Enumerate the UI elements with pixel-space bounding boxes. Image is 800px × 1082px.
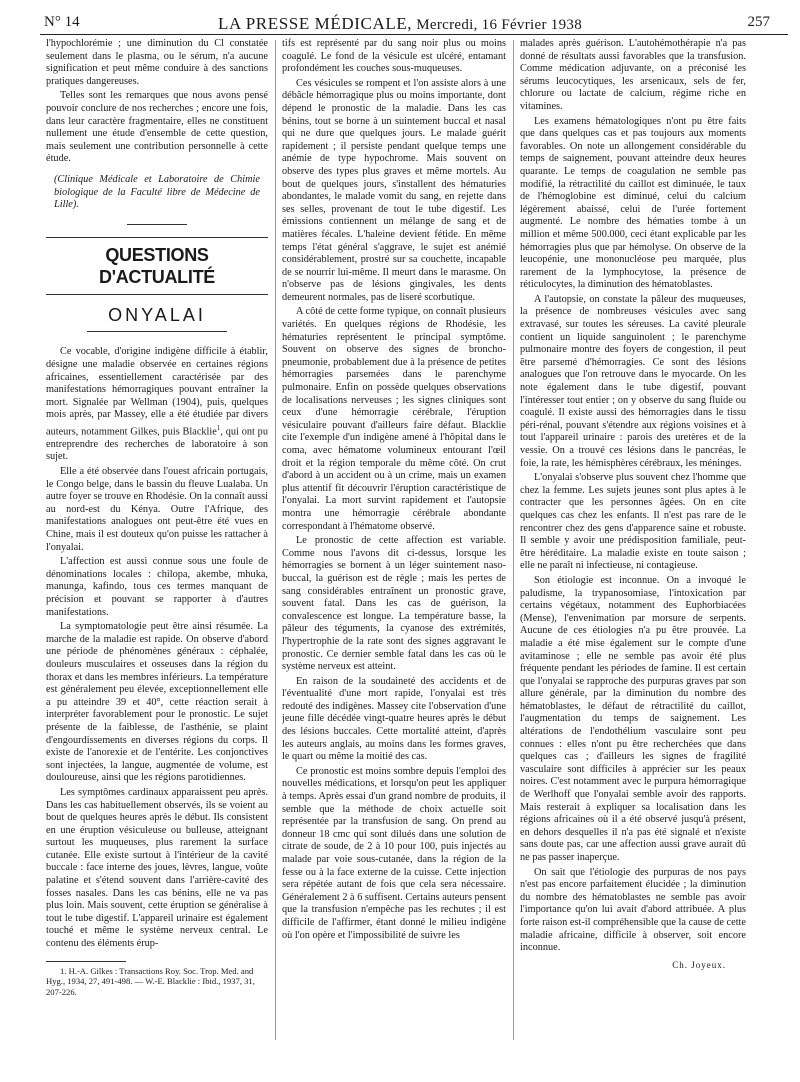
paragraph: La symptomatologie peut être ainsi résumée. La marche de la maladie est rapide. On observe d'abord une période de phénomènes généraux : céphalée, douleurs musculaires et osseuses dans la région du thorax et dans les membres inférieurs. La température est généralement peu élevée, exceptionnellement elle a pu atteindre 39 et 40°, cette réaction serait à interpréter favorablement pour le pronostic. Le sujet présente de la faiblesse, de l'asthénie, se plaint d'engourdissements en diverses régions du corps. Il existe de l'anorexie et de l'entérite. Les conjonctives sont injectées, la langue, augmentée de volume, est douloureuse, ainsi que les régions parotidiennes. (46, 621, 268, 784)
column-2 (282, 38, 506, 1073)
paragraph: A côté de cette forme typique, on connaît plusieurs variétés. En quelques régions de Rhodésie, les hématuries représentent le principal symptôme. Souvent on observe des signes de broncho-pneumonie, probablement due à la présence de petites hémorragies parsemées dans le parenchyme pulmonaire. Enfin on possède quelques observations de localisations nerveuses ; les signes cliniques sont ceux d'une hémorragie cérébrale, l'éruption vésiculaire pouvant d'ailleurs faire défaut. Blacklie cite l'exemple d'un indigène amené à l'hôpital dans le coma, avec hématome volumineux entourant l'œil droit et la région temporale du même côté. On crut d'abord à un accident ou à un crime, mais un examen plus attentif fit découvrir l'éruption caractéristique de l'onyalai. La mort survint rapidement et l'autopsie montra une hémorragie cérébrale abondante correspondant à l'hématome observé. (282, 306, 506, 532)
column-divider (513, 40, 514, 1040)
page-number: 257 (747, 14, 770, 30)
paragraph: Le pronostic de cette affection est variable. Comme nous l'avons dit ci-dessus, lorsque les hémorragies se bornent à un léger suintement naso-buccal, la guérison est de règle ; mais les pertes de sang considérables entraînent un pronostic grave, souvent fatal. Dans les cas de guérison, la convalescence est longue. La température basse, la pâleur des téguments, la cyanose des extrémités, l'hypertrophie de la rate sont des signes aggravant le pronostic. Ce dernier semble fatal dans les cas où le système nerveux est atteint. (282, 535, 506, 673)
paragraph: Elle a été observée dans l'ouest africain portugais, le Congo belge, dans le bassin du fleuve Lualaba. Un autre foyer se trouve en Rhodésie. On la connaît aussi au nord-est du Kénya. Outre l'Afrique, des manifestations analogues ont peut-être été vues en Chine, mais il est douteux qu'on puisse les rattacher à l'onyalai. (46, 466, 268, 553)
issue-date: Mercredi, 16 Février 1938 (416, 17, 583, 33)
paragraph: L'onyalai s'observe plus souvent chez l'homme que chez la femme. Les sujets jeunes sont plus aptes à le contracter que les personnes âgées. On en cite quelques cas chez les enfants. Il n'est pas rare de le rencontrer chez des gens d'apparence saine et robuste. Il semble y avoir une prédisposition familiale, peut-être héréditaire. La maladie existe en toute saison ; elle ne paraît ni infectieuse, ni contagieuse. (520, 472, 746, 572)
separator (127, 224, 187, 225)
paragraph: l'hypochlorémie ; une diminution du Cl constatée seulement dans le plasma, ou le sérum, n'a aucune signification et peut même conduire à des sanctions pratiques dangereuses. (46, 38, 268, 87)
paragraph: Ce pronostic est moins sombre depuis l'emploi des nouvelles médications, et lorsqu'on peut les appliquer à temps. Après essai d'un grand nombre de produits, il semble que la méthode de choix actuelle soit représentée par la transfusion de sang. On prend au donneur 18 cmc qui sont dilués dans une solution de citrate de soude, de 2 à 10 pour 100, puis injectés au malade par voie sous-cutanée, dans la région de la fesse ou à la face externe de la cuisse. Cette injection sera répétée autant de fois que cela sera nécessaire. Généralement 2 à 6 suffisent. Certains auteurs pensent que la transfusion n'empêche pas les rechutes ; il est difficile de l'affirmer, étant donné le milieu indigène où l'on opère et l'impossibilité de suivre les (282, 765, 506, 941)
footnote-ref: 1 (216, 423, 221, 432)
paragraph (46, 346, 268, 464)
journal-masthead (20, 14, 780, 34)
paragraph: Les symptômes cardinaux apparaissent peu après. Dans les cas habituellement observés, ils se voient au bout de quelques heures après le début. Ils consistent en une éruption vésiculeuse ou bulleuse, atteignant surtout les muqueuses, plus rarement la surface cutanée. Elle existe surtout à l'intérieur de la cavité buccale : face interne des joues, lèvres, langue, voûte palatine et s'étend souvent dans l'arrière-cavité des fosses nasales. Dans les cas bénins, elle ne va pas plus loin. Mais souvent, cette éruption se généralise à tout le tube digestif. L'appareil urinaire est également touché et même le système nerveux central. Le contenu des éléments érup- (46, 786, 268, 950)
author-signature: Ch. Joyeux. (672, 959, 726, 970)
issue-number: N° 14 (44, 14, 80, 30)
page-header (20, 14, 780, 40)
paragraph: Telles sont les remarques que nous avons pensé pouvoir conclure de nos recherches ; encore une fois, dans leur caractère fragmentaire, elles ne constituent nullement une étude d'ensemble de cette question, mais seulement une contribution personnelle à cette étude. (46, 90, 268, 165)
footnote-rule (46, 961, 126, 962)
paragraph: En raison de la soudaineté des accidents et de l'éventualité d'une mort rapide, l'onyalai est très redouté des indigènes. Massey cite l'observation d'une jeune fille décédée vingt-quatre heures après le début des lésions buccales. Cette mortalité atteint, d'après les auteurs anglais, au moins dans les formes graves, le quart ou même la moitié des cas. (282, 675, 506, 763)
header-rule (40, 34, 788, 35)
paragraph: Ces vésicules se rompent et l'on assiste alors à une débâcle hémorragique plus ou moins importante, dont dépend le pronostic de la maladie. Dans les cas bénins, tout se borne à un suintement buccal et nasal qui ne dure que quelques jours. Le malade guérit rapidement ; il persiste pendant quelque temps une anémie de type hypochrome. Mais souvent on observe des types plus graves et même mortels. Au bout de quelques jours, s'installent des hématuries abondantes, le malade vomit du sang, en rejette dans ses selles, provenant de tout le tube digestif. Les émissions contiennent un mélange de sang et de matières fécales. L'haleine devient fétide. En même temps l'état général s'aggrave, le sujet est anémié considérablement, prostré sur sa couchette, incapable de se nourrir lui-même. Il meurt dans le marasme. On n'observe pas de lésions gingivales, les dents demeurent normales, pas de liseré scorbutique. (282, 77, 506, 303)
paragraph: Les examens hématologiques n'ont pu être faits que dans quelques cas et pas toujours aux moments favorables. On note un allongement considérable du temps de saignement, pouvant atteindre deux heures quarante. Le temps de coagulation ne semble pas modifié, la rétractilité du caillot est diminuée, le taux de l'hémoglobine est diminué, celui du calcium légèrement abaissé, celui de l'urée fortement augmenté. Le nombre des hématies tombe à un million et même 500.000, ceci étant explicable par les hémorragies plus que par hémolyse. On observe de la leucopénie, une mononucléose peu marquée, plus rarement de la lymphocytose, la présence de réticulocytes, la diminution des hématoblastes. (520, 115, 746, 291)
section-rule (46, 237, 268, 238)
title-rule (87, 331, 227, 332)
text-run: , qui ont pu entreprendre des recherches de laboratoire à son sujet. (46, 426, 268, 463)
column-divider (275, 40, 276, 1040)
paragraph: On sait que l'étiologie des purpuras de nos pays n'est pas encore parfaitement élucidée ; la diminution du nombre des hématoblastes ne semble pas avoir l'importance qu'on lui avait d'abord attribuée. A plus forte raison est-il compréhensible que la cause de cette maladie africaine, difficile à observer, soit encore inconnue. (520, 866, 746, 954)
paragraph: L'affection est aussi connue sous une foule de dénominations locales : chilopa, akembe, mhuka, manunga, kafindo, tous ces termes manquant de précision et pouvant se rapporter à d'autres manifestations. (46, 556, 268, 618)
paragraph: Son étiologie est inconnue. On a invoqué le paludisme, la trypanosomiase, l'intoxication par certains végétaux, notamment des Euphorbiacées (Mense), l'envenimation par morsure de serpents. Aucune de ces étiologies n'a pu être prouvée. La maladie a été mise également sur le compte d'une avitaminose ; elle ne semble pas avoir été plus fréquente pendant les périodes de famine. Il est certain que l'onyalai se rapproche des purpuras graves par son allure générale, par la diminution du nombre des hématoblastes, le défaut de rétractilité du caillot, l'augmentation du temps de saignement. Les altérations de l'endothélium vasculaire sont peu connues : elles n'ont pu être recherchées que dans quelques cas ; d'ailleurs les signes de fragilité vasculaire sont difficiles à apprécier sur les peaux noires. C'est notamment avec le purpura hémorragique de Werlhoff que l'onyalai semble avoir des rapports. Mais resterait à expliquer sa localisation dans les régions africaines où il a été observé jusqu'à présent, en dehors desquelles il n'a pas été signalé et n'existe sans doute pas, car une affection aussi grave aurait dû ne pas passer inaperçue. (520, 574, 746, 863)
column-3 (520, 38, 746, 1073)
paragraph: A l'autopsie, on constate la pâleur des muqueuses, la présence de nombreuses vésicules avec sang extravasé, sur toutes les séreuses. La cavité pleurale contient un liquide sanguinolent ; le parenchyme pulmonaire montre des foyers de congestion, il peut être parsemé d'hémorragies. Ce sont des lésions analogues que l'on retrouve dans le myocarde. On les note également dans le tube digestif, pouvant l'intéresser tout entier ; on y observe du sang fluide ou coagulé. Il existe aussi des hémorragies dans le tissu péri-rénal, pouvant s'étendre aux régions voisines et à tout l'appareil urinaire : parois des uretères et de la vessie. On a trouvé ces lésions dans le pancréas, le foie, la rate, les hémisphères cérébraux, les méninges. (520, 293, 746, 469)
journal-name: LA PRESSE MÉDICALE, (217, 14, 413, 33)
paragraph: tifs est représenté par du sang noir plus ou moins coagulé. Le fond de la vésicule est ulcéré, entamant profondément les couches sous-muqueuses. (282, 38, 506, 75)
section-rule (46, 294, 268, 295)
section-title: QUESTIONS D'ACTUALITÉ (99, 244, 215, 287)
paragraph: malades après guérison. L'autohémothérapie n'a pas donné de résultats aussi favorables que la transfusion. Comme médication adjuvante, on a préconisé les sérums leucocytiques, les arsenicaux, sels de fer, chlorure ou lactate de calcium, régime riche en vitamines. (520, 38, 746, 112)
article-title: ONYALAI (108, 304, 206, 325)
column-1 (46, 38, 268, 1073)
affiliation: (Clinique Médicale et Laboratoire de Chimie biologique de la Faculté libre de Médecine de Lille). (54, 173, 260, 211)
footnote: 1. H.-A. Gilkes : Transactions Roy. Soc. Trop. Med. and Hyg., 1934, 27, 491-498. — W.-E. Blacklie : Ibid., 1937, 31, 207-226. (46, 965, 255, 997)
text-run: Ce vocable, d'origine indigène difficile à établir, désigne une maladie observée en certaines régions africaines, essentiellement caractérisée par des manifestations hémorragiques pouvant entraîner la mort. Signalée par Wellman (1904), puis, quelques mois après, par Massey, elle a été étudiée par divers auteurs, notamment Gilkes, puis Blacklie (46, 346, 268, 438)
